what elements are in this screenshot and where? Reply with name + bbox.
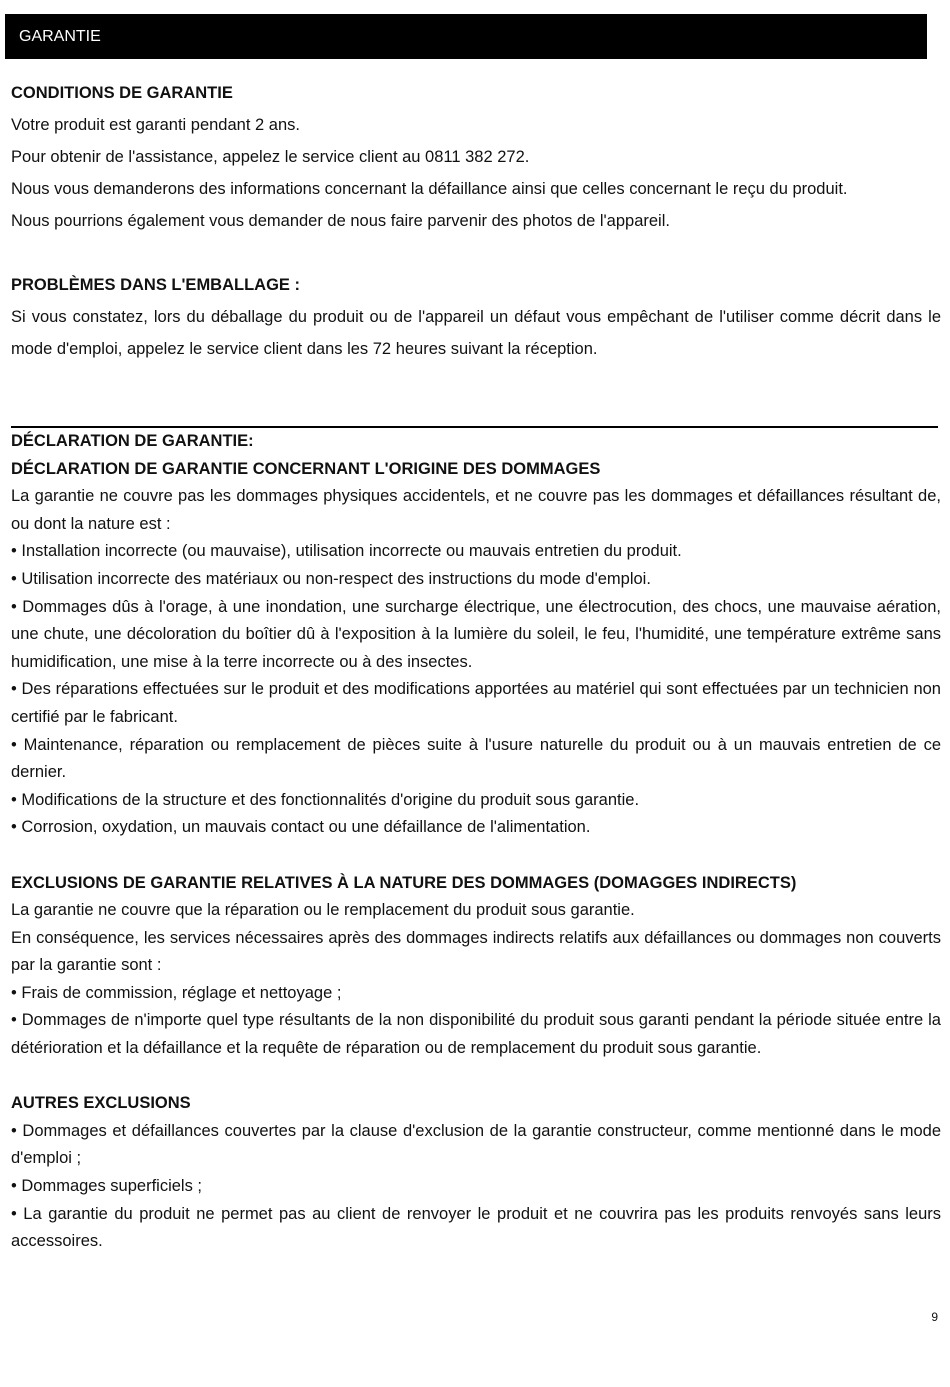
declaration-item-5: • Maintenance, réparation ou remplacement de pièces suite à l'usure naturelle du produit ou à un mauvais entretien de ce dernier. — [11, 735, 941, 782]
declaration-item-7: • Corrosion, oxydation, un mauvais contact ou une défaillance de l'alimentation. — [11, 818, 591, 837]
conditions-title: CONDITIONS DE GARANTIE — [11, 84, 233, 102]
declaration-title: DÉCLARATION DE GARANTIE: — [11, 432, 254, 450]
conditions-line-4: Nous pourrions également vous demander de nous faire parvenir des photos de l'appareil. — [11, 212, 670, 230]
packaging-title: PROBLÈMES DANS L'EMBALLAGE : — [11, 276, 301, 294]
conditions-line-2: Pour obtenir de l'assistance, appelez le service client au 0811 382 272. — [11, 148, 530, 166]
exclusions-indirect-item-2: • Dommages de n'importe quel type résultants de la non disponibilité du produit sous garanti pendant la période située entre la détérioration et la défaillance et la requête de réparation ou de remplacement du produit sous garantie. — [11, 1011, 941, 1058]
spacer — [11, 237, 941, 269]
declaration-item-6: • Modifications de la structure et des fonctionnalités d'origine du produit sous garantie. — [11, 790, 640, 809]
declaration-intro: La garantie ne couvre pas les dommages physiques accidentels, et ne couvre pas les dommages et défaillances résultant de, ou dont la nature est : — [11, 487, 941, 533]
declaration-subtitle: DÉCLARATION DE GARANTIE CONCERNANT L'ORIGINE DES DOMMAGES — [11, 459, 601, 478]
declaration-item-4: • Des réparations effectuées sur le produit et des modifications apportées au matériel qui sont effectuées par un technicien non certifié par le fabricant. — [11, 680, 941, 726]
exclusions-indirect-title: EXCLUSIONS DE GARANTIE RELATIVES À LA NATURE DES DOMMAGES (DOMAGGES INDIRECTS) — [11, 873, 797, 892]
other-exclusions-title: AUTRES EXCLUSIONS — [11, 1094, 191, 1113]
packaging-text: Si vous constatez, lors du déballage du produit ou de l'appareil un défaut vous empêchant de l'utiliser comme décrit dans le mode d'emploi, appelez le service client dans les 72 heures suivant la réception. — [11, 308, 941, 358]
other-exclusions-item-3: • La garantie du produit ne permet pas au client de renvoyer le produit et ne couvrira pas les produits renvoyés sans leurs accessoires. — [11, 1204, 941, 1251]
conditions-line-1: Votre produit est garanti pendant 2 ans. — [11, 116, 300, 134]
exclusions-indirect-item-1: • Frais de commission, réglage et nettoyage ; — [11, 983, 342, 1002]
section-header-bar — [5, 14, 927, 59]
declaration-item-1: • Installation incorrecte (ou mauvaise), utilisation incorrecte ou mauvais entretien du produit. — [11, 542, 682, 561]
exclusions-indirect-line-1: La garantie ne couvre que la réparation ou le remplacement du produit sous garantie. — [11, 901, 635, 920]
other-exclusions-item-1: • Dommages et défaillances couvertes par la clause d'exclusion de la garantie constructeur, comme mentionné dans le mode d'emploi ; — [11, 1121, 941, 1168]
conditions-line-3: Nous vous demanderons des informations concernant la défaillance ainsi que celles concernant le reçu du produit. — [11, 180, 848, 198]
page-number: 9 — [931, 1310, 938, 1324]
section-header-title: GARANTIE — [19, 28, 101, 45]
upper-block — [11, 77, 941, 365]
section-divider — [11, 426, 938, 428]
spacer — [11, 1063, 941, 1091]
declaration-item-2: • Utilisation incorrecte des matériaux ou non-respect des instructions du mode d'emploi. — [11, 569, 651, 588]
lower-block — [11, 428, 941, 1256]
declaration-item-3: • Dommages dûs à l'orage, à une inondation, une surcharge électrique, une électrocution, des chocs, une mauvaise aération, une chute, une décoloration du boîtier dû à l'exposition à la lumière du soleil, le feu, l'humidité, une température extrême sans humidification, une mise à la terre incorrecte ou à des insectes. — [11, 597, 941, 671]
other-exclusions-item-2: • Dommages superficiels ; — [11, 1177, 203, 1196]
exclusions-indirect-line-2: En conséquence, les services nécessaires après des dommages indirects relatifs aux défaillances ou dommages non couverts par la garantie sont : — [11, 928, 941, 975]
spacer — [11, 842, 941, 870]
